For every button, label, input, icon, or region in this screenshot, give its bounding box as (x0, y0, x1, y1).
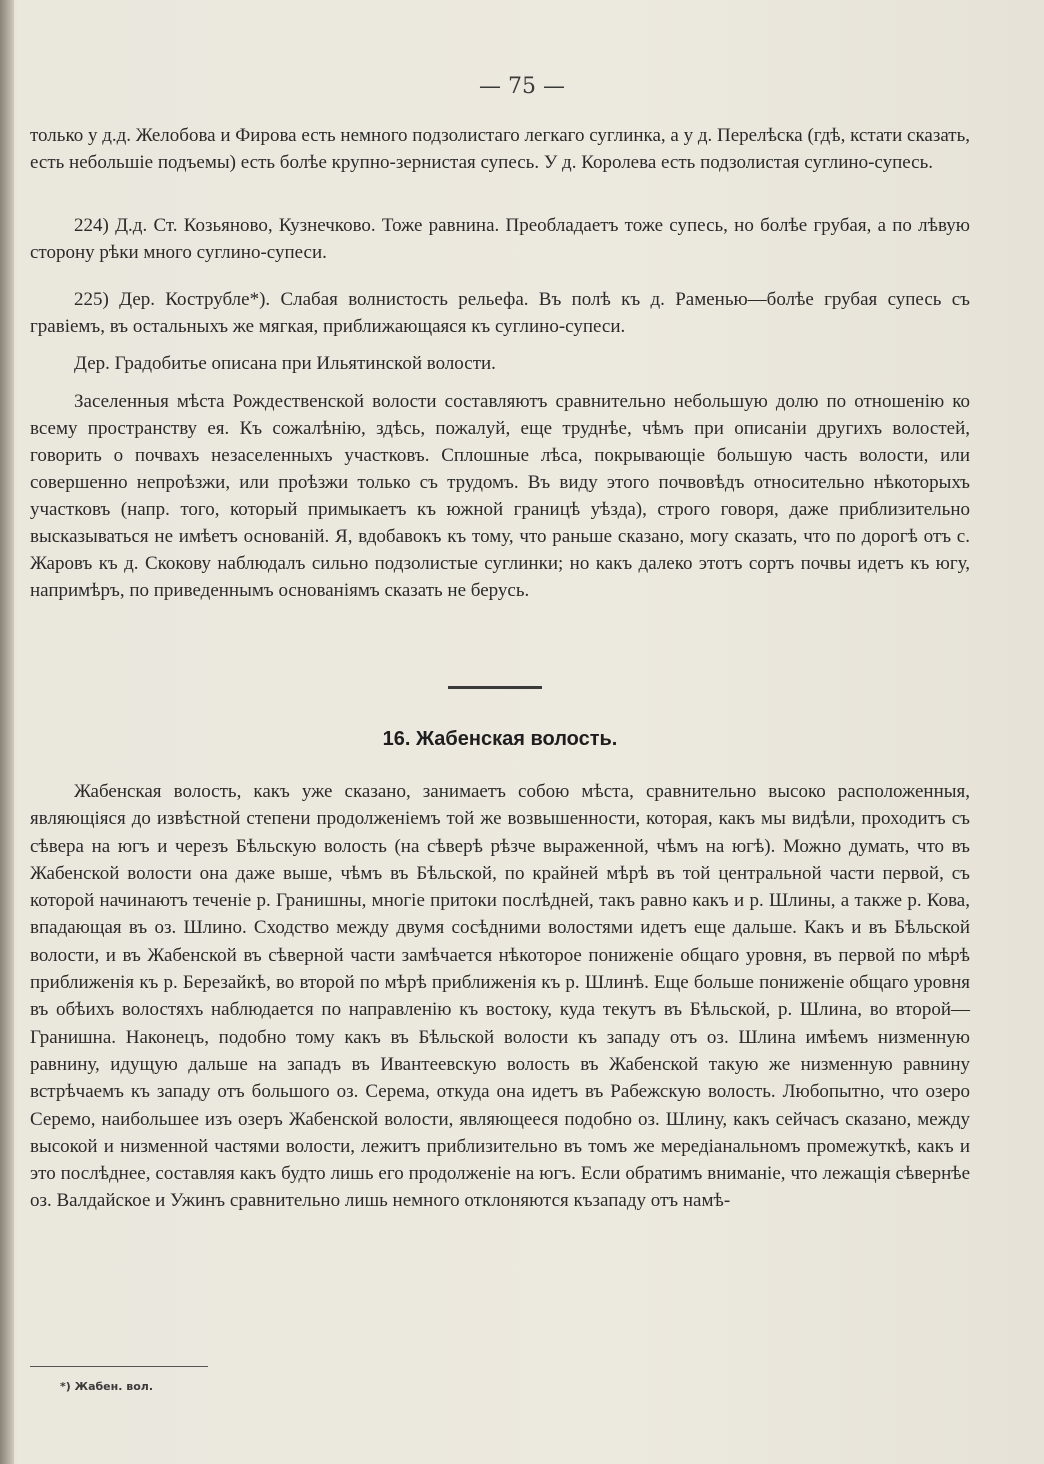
paragraph-settled-places (30, 388, 970, 604)
page-number: — 75 — (479, 74, 565, 99)
paragraph-text: 224) Д.д. Ст. Козьяново, Кузнечково. Тоже равнина. Преобладаетъ тоже супесь, но болѣе грубая, а по лѣвую сторону рѣки много суглино-супеси. (30, 215, 970, 263)
section-divider (448, 686, 542, 689)
paragraph-text: Жабенская волость, какъ уже сказано, занимаетъ собою мѣста, сравнительно высоко расположенныя, являющіяся до извѣстной степени продолженіемъ той же возвышенности, которая, какъ мы видѣли, проходитъ съ сѣвера на югъ и черезъ Бѣльскую волость (на сѣверѣ рѣзче выраженной, чѣмъ на югѣ). Можно думать, что въ Жабенской волости она даже выше, чѣмъ въ Бѣльской, по крайней мѣрѣ въ той центральной части первой, съ которой начинаютъ теченіе р. Гранишны, многіе притоки послѣдней, такъ равно какъ и р. Шлины, а также р. Кова, впадающая въ оз. Шлино. Сходство между двумя сосѣдними волостями идетъ еще дальше. Какъ и въ Бѣльской волости, и въ Жабенской въ сѣверной части замѣчается нѣкоторое пониженіе общаго уровня, въ первой по мѣрѣ приближенія къ р. Березайкѣ, во второй по мѣрѣ приближенія къ р. Шлинѣ. Еще больше пониженіе общаго уровня въ обѣихъ волостяхъ наблюдается по направленію къ востоку, куда текутъ въ Бѣльской, р. Шлина, во второй—Гранишна. Наконецъ, подобно тому какъ въ Бѣльской волости къ западу отъ оз. Шлина имѣемъ низменную равнину, идущую дальше на западъ въ Ивантеевскую волость въ Жабенской такую же низменную равнину встрѣчаемъ къ западу отъ большого оз. Серема, откуда она идетъ въ Рабежскую волость. Любопытно, что озеро Серемо, наибольшее изъ озеръ Жабенской волости, являющееся подобно оз. Шлину, какъ сейчасъ сказано, между высокой и низменной частями волости, лежитъ приблизительно въ томъ же мередіанальномъ промежуткѣ, какъ и это послѣднее, составляя какъ будто лишь его продолженіе на югъ. Если обратимъ вниманіе, что лежащія сѣвернѣе оз. Валдайское и Ужинъ сравнительно лишь немного отклоняются къзападу отъ намѣ- (30, 781, 970, 1212)
footnote: *) Жабен. вол. (60, 1380, 154, 1393)
paragraph-text: только у д.д. Желобова и Фирова есть немного подзолистаго легкаго суглинка, а у д. Перелѣска (гдѣ, кстати сказать, есть небольшіе подъемы) есть болѣе крупно-зернистая супесь. У д. Королева есть подзолистая суглино-супесь. (30, 125, 970, 173)
paragraph-225 (30, 286, 970, 340)
paragraph-text: Заселенныя мѣста Рождественской волости составляютъ сравнительно небольшую долю по отношенію ко всему пространству ея. Къ сожалѣнію, здѣсь, пожалуй, еще труднѣе, чѣмъ при описаніи другихъ волостей, говорить о почвахъ незаселенныхъ участковъ. Сплошные лѣса, покрывающіе большую часть волости, или совершенно непроѣзжи, или проѣзжи только съ трудомъ. Въ виду этого почвовѣдъ относительно нѣкоторыхъ участковъ (напр. того, который примыкаетъ къ южной границѣ уѣзда), строго говоря, даже приблизительно высказываться не имѣетъ основаній. Я, вдобавокъ къ тому, что раньше сказано, могу сказать, что по дорогѣ отъ с. Жаровъ къ д. Скокову наблюдалъ сильно подзолистые суглинки; но какъ далеко этотъ сортъ почвы идетъ къ югу, напримѣръ, по приведеннымъ основаніямъ сказать не берусь. (30, 391, 970, 601)
paragraph-text: 225) Дер. Кострубле*). Слабая волнистость рельефа. Въ полѣ къ д. Раменью—болѣе грубая супесь съ гравіемъ, въ остальныхъ же мягкая, приближающаяся къ суглино-супеси. (30, 289, 970, 337)
paragraph-224 (30, 212, 970, 266)
paragraph-continuation (30, 122, 970, 176)
footnote-rule (30, 1366, 208, 1367)
section-title: 16. Жабенская волость. (382, 728, 618, 750)
paragraph-gradobitye (30, 350, 970, 377)
paragraph-text: Дер. Градобитье описана при Ильятинской волости. (74, 353, 496, 374)
section-paragraph (30, 778, 970, 1215)
